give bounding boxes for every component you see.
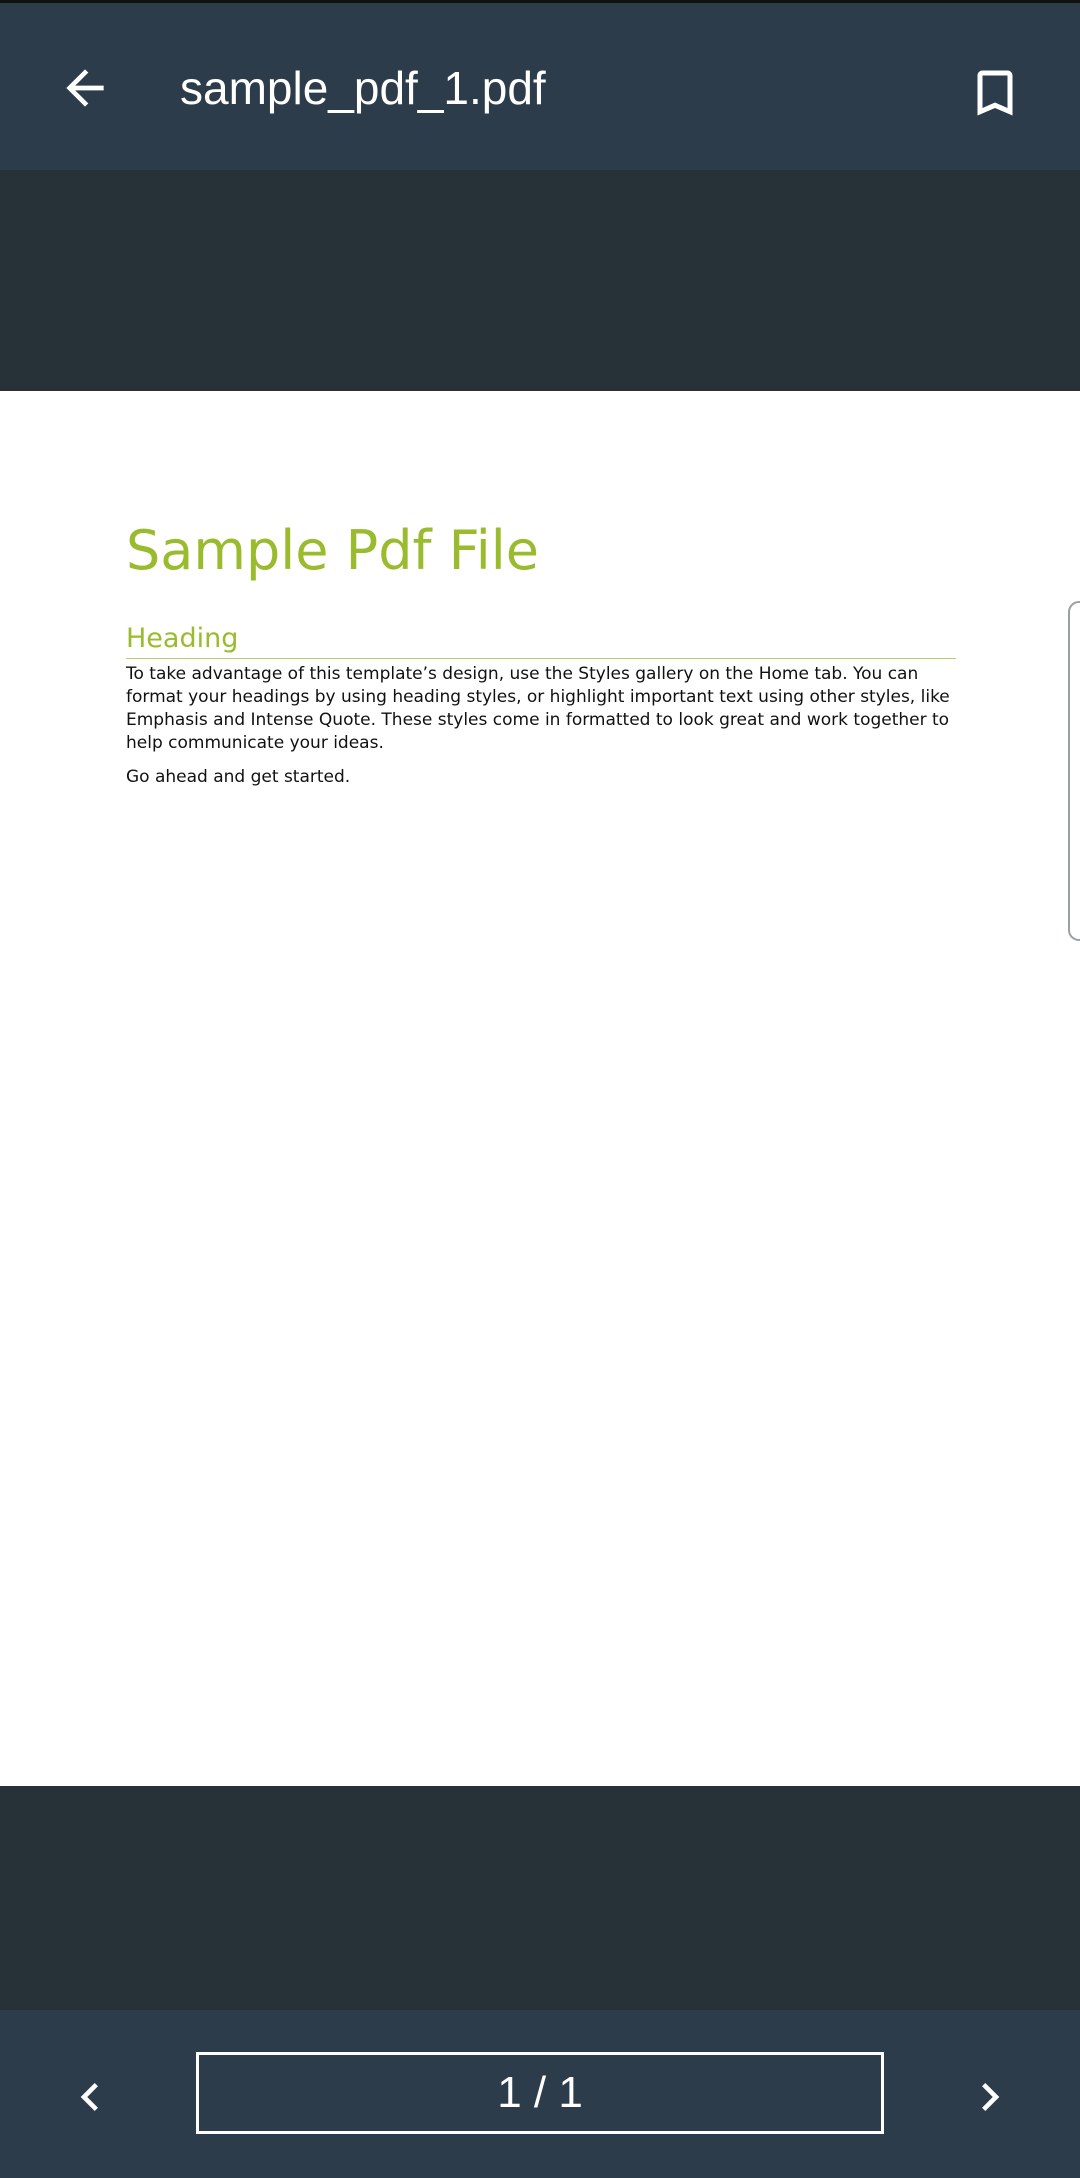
scroll-handle[interactable] xyxy=(1068,601,1080,941)
next-page-button[interactable] xyxy=(945,2052,1035,2142)
pdf-page[interactable] xyxy=(0,391,1080,1786)
top-toolbar xyxy=(0,0,1080,170)
doc-paragraph: Go ahead and get started. xyxy=(126,767,351,787)
chevron-right-icon xyxy=(962,2069,1018,2125)
pdf-viewport[interactable] xyxy=(0,170,1080,2010)
back-button[interactable] xyxy=(40,43,130,133)
bottom-pager-bar xyxy=(0,2010,1080,2178)
chevron-left-icon xyxy=(62,2069,118,2125)
document-title: sample_pdf_1.pdf xyxy=(180,62,546,114)
doc-body xyxy=(126,663,956,800)
previous-page-button[interactable] xyxy=(45,2052,135,2142)
doc-title: Sample Pdf File xyxy=(126,519,540,582)
bookmark-button[interactable] xyxy=(950,48,1040,138)
arrow-left-icon xyxy=(57,60,113,116)
page-indicator[interactable]: 1 / 1 xyxy=(196,2052,884,2134)
doc-paragraph: To take advantage of this template’s design, use the Styles gallery on the Home tab. You can format your headings by using heading styles, or highlight important text using other styles, like Emphasis and Intense Quote. These styles come in formatted to look great and work together to help communicate your ideas. xyxy=(126,664,950,753)
bookmark-icon xyxy=(965,63,1025,123)
doc-heading: Heading xyxy=(126,621,956,659)
